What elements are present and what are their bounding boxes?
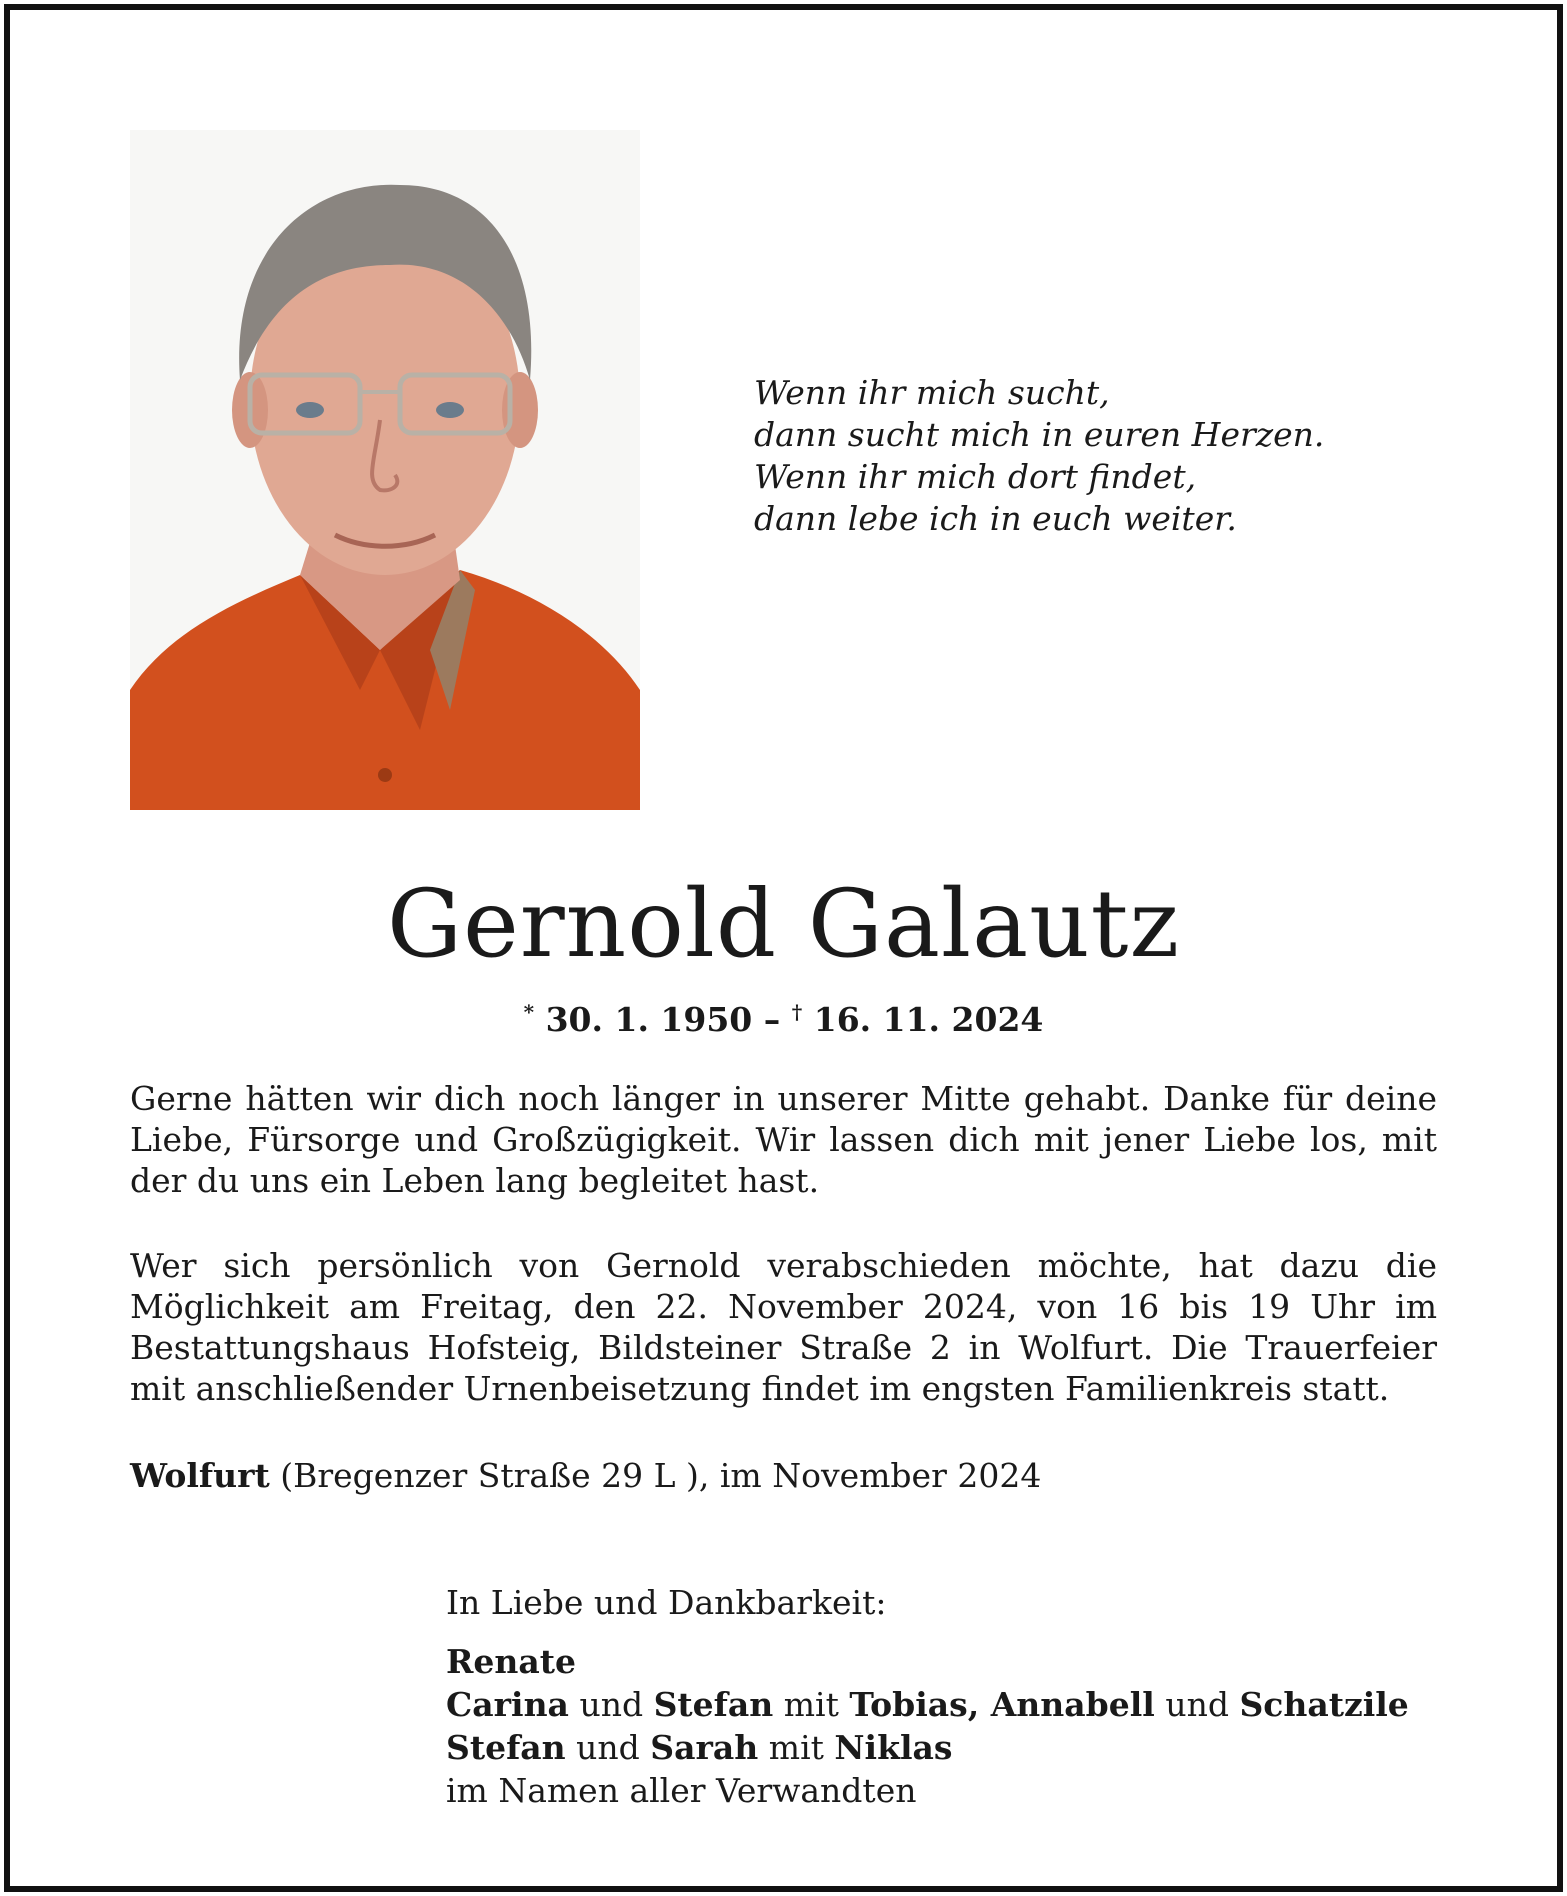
date-separator: – — [763, 1000, 781, 1039]
quote-line: Wenn ihr mich sucht, — [754, 373, 1110, 412]
connector-word: mit — [768, 1728, 824, 1767]
portrait-photo — [130, 130, 640, 810]
address-and-date: (Bregenzer Straße 29 L ), im November 2024 — [280, 1456, 1042, 1495]
birth-symbol: * — [523, 1000, 535, 1024]
quote-line: dann sucht mich in euren Herzen. — [754, 415, 1325, 454]
death-date: 16. 11. 2024 — [813, 1000, 1044, 1039]
connector-word: und — [579, 1685, 644, 1724]
mourner-name: Tobias, Annabell — [849, 1685, 1155, 1724]
mourners-intro: In Liebe und Dankbarkeit: — [446, 1583, 887, 1622]
connector-word: und — [1165, 1685, 1229, 1724]
death-symbol: † — [791, 1000, 803, 1024]
mourner-name: Stefan — [446, 1728, 566, 1767]
memorial-quote — [754, 372, 1324, 540]
farewell-paragraph: Gerne hätten wir dich noch länger in unserer Mitte gehabt. Danke für deine Liebe, Fürsorge und Großzügigkeit. Wir lassen dich mit jener Liebe los, mit der du uns ein Leben lang begleitet hast. — [130, 1079, 1437, 1200]
mourner-name: Niklas — [834, 1728, 953, 1767]
mourners-line — [446, 1640, 1409, 1683]
place-and-date — [130, 1455, 1041, 1496]
mourner-name: Schatzile — [1239, 1685, 1409, 1724]
quote-line: dann lebe ich in euch weiter. — [754, 499, 1237, 538]
mourners-block — [446, 1581, 1409, 1812]
mourner-name: Renate — [446, 1642, 577, 1681]
mourner-name: Stefan — [653, 1685, 774, 1724]
eye-right — [436, 402, 464, 418]
connector-word: mit — [783, 1685, 839, 1724]
mourner-name: Sarah — [650, 1728, 759, 1767]
deceased-name: Gernold Galautz — [387, 870, 1180, 979]
life-dates — [0, 990, 1567, 1042]
quote-line: Wenn ihr mich dort findet, — [754, 457, 1197, 496]
shirt-button — [378, 768, 392, 782]
town-name: Wolfurt — [130, 1456, 270, 1495]
portrait-image — [130, 130, 640, 810]
connector-word: und — [576, 1728, 640, 1767]
mourners-line — [446, 1683, 1409, 1726]
mourners-line — [446, 1726, 1409, 1769]
mourners-closing: im Namen aller Verwandten — [446, 1771, 917, 1810]
ceremony-paragraph: Wer sich persönlich von Gernold verabschieden möchte, hat dazu die Möglichkeit am Freitag, den 22. November 2024, von 16 bis 19 Uhr im Bestattungshaus Hofsteig, Bildsteiner Straße 2 in Wolfurt. Die Trauerfeier mit anschließender Urnenbeisetzung findet im engsten Familienkreis statt. — [130, 1246, 1437, 1408]
birth-date: 30. 1. 1950 — [545, 1000, 753, 1039]
mourner-name: Carina — [446, 1685, 569, 1724]
eye-left — [296, 402, 324, 418]
